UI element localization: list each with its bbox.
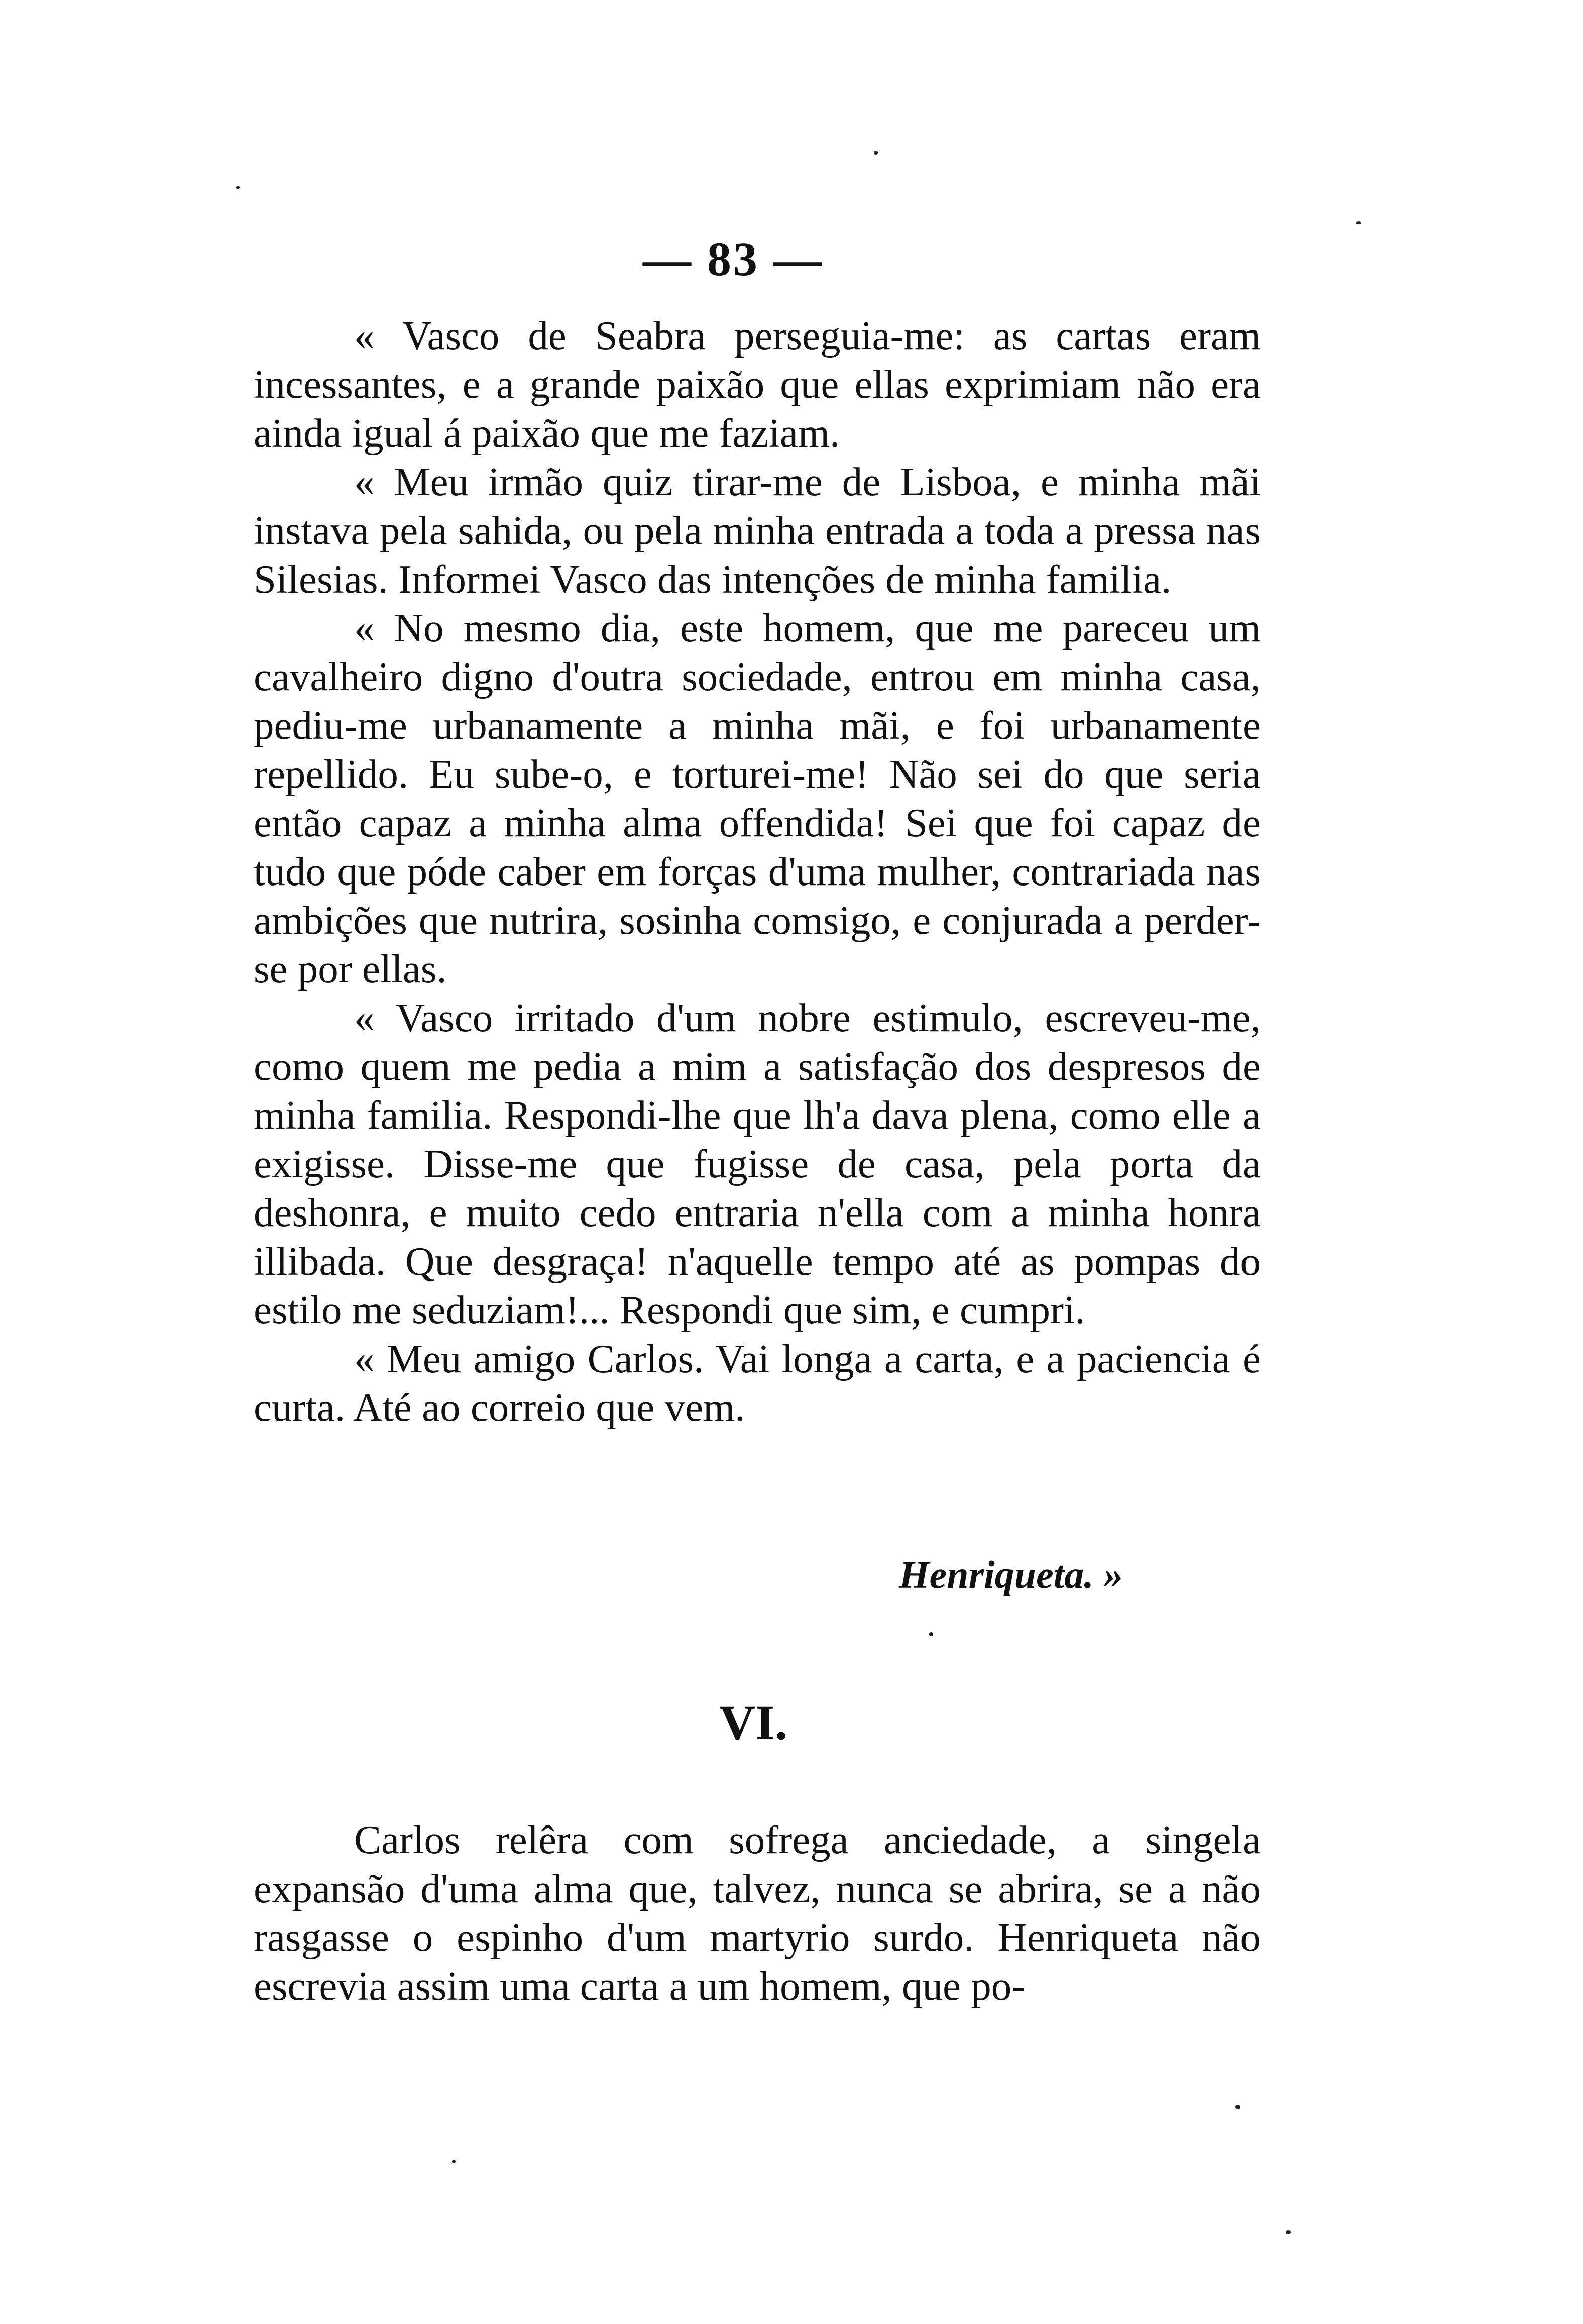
- letter-paragraph: « No mesmo dia, este homem, que me pareceu um cavalheiro digno d'outra sociedade, entrou em minha casa, pediu-me urbanamente a minha mãi, e foi urbanamente repellido. Eu sube-o, e torturei-me! Não sei do que seria então capaz a minha alma offendida! Sei que foi capaz de tudo que póde caber em forças d'uma mulher, contrariada nas ambições que nutrira, sosinha comsigo, e conjurada a perder-se por ellas.: [254, 605, 1261, 991]
- print-speck: [874, 151, 878, 155]
- print-speck: [1235, 2105, 1240, 2109]
- letter-text: [254, 311, 1261, 1432]
- letter-signature: Henriqueta. »: [899, 1553, 1123, 1596]
- letter-paragraph: « Vasco irritado d'um nobre estimulo, escreveu-me, como quem me pedia a mim a satisfação dos despresos de minha familia. Respondi-lhe que lh'a dava plena, como elle a exigisse. Disse-me que fugisse de casa, pela porta da deshonra, e muito cedo entraria n'ella com a minha honra illibada. Que desgraça! n'aquelle tempo até as pompas do estilo me seduziam!... Respondi que sim, e cumpri.: [254, 995, 1261, 1333]
- page-number: — 83 —: [643, 232, 824, 286]
- print-speck: [452, 2160, 456, 2163]
- chapter-text: [254, 1816, 1261, 2011]
- print-speck: [1356, 221, 1361, 224]
- letter-paragraph: « Vasco de Seabra perseguia-me: as cartas eram incessantes, e a grande paixão que ellas exprimiam não era ainda igual á paixão que me faziam.: [254, 313, 1261, 456]
- letter-paragraph: « Meu amigo Carlos. Vai longa a carta, e a paciencia é curta. Até ao correio que vem.: [254, 1336, 1261, 1430]
- chapter-paragraph: Carlos relêra com sofrega anciedade, a singela expansão d'uma alma que, talvez, nunca se abrira, se a não rasgasse o espinho d'um martyrio surdo. Henriqueta não escrevia assim uma carta a um homem, que po-: [254, 1817, 1261, 2009]
- print-speck: [1286, 2230, 1291, 2234]
- letter-paragraph: « Meu irmão quiz tirar-me de Lisboa, e minha mãi instava pela sahida, ou pela minha entrada a toda a pressa nas Silesias. Informei Vasco das intenções de minha familia.: [254, 459, 1261, 602]
- print-speck: [929, 1632, 933, 1636]
- print-speck: [236, 186, 240, 189]
- chapter-heading: VI.: [719, 1695, 788, 1750]
